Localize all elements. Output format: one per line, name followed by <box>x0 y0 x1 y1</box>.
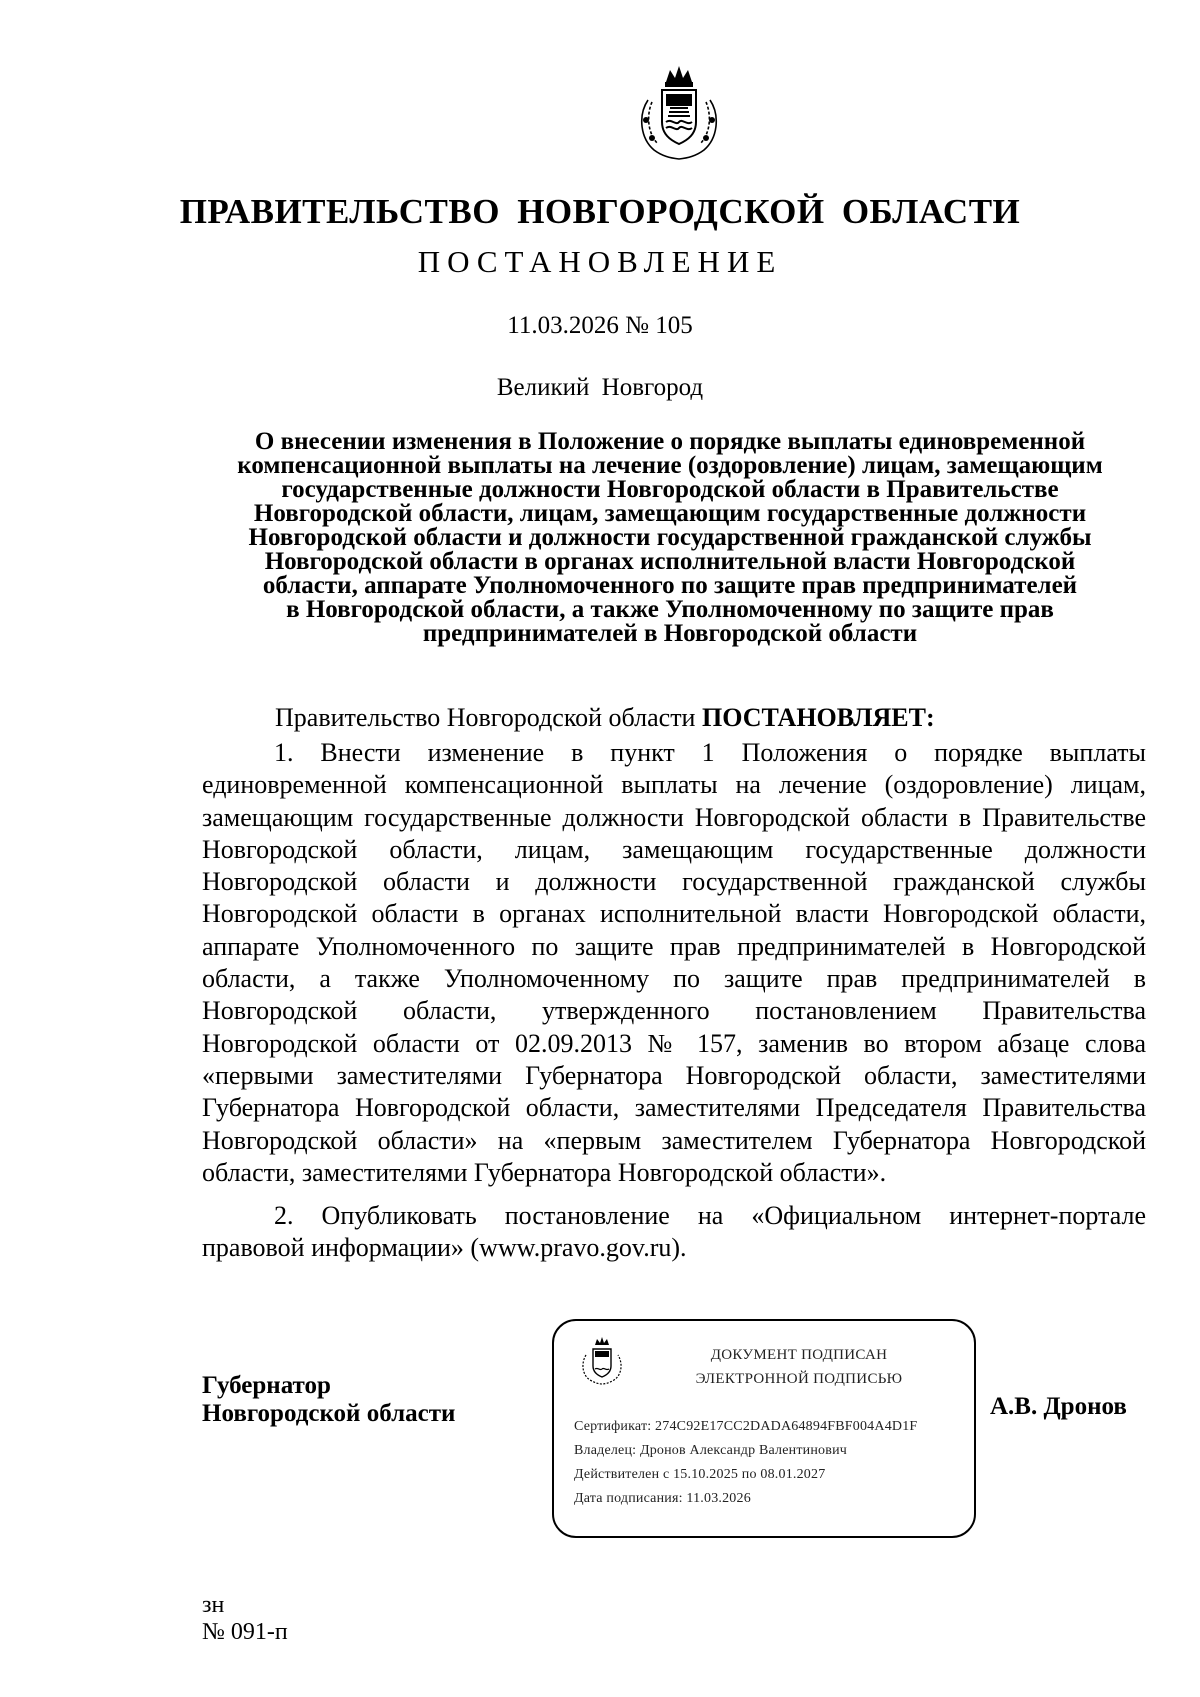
document-date-number: 11.03.2026 № 105 <box>507 312 693 339</box>
document-subject <box>200 430 1140 646</box>
subject-line: в Новгородской области, а также Уполномоченному по защите прав <box>286 596 1054 623</box>
body-paragraph-1: 1. Внести изменение в пункт 1 Положения о порядке выплаты единовременной компенсационной выплаты на лечение (оздоровление) лицам, замещающим государственные должности Новгородской области в Правительстве Новгородской области, лицам, замещающим государственные должности Новгородской области и должности государственной гражданской службы Новгородской области в органах исполнительной власти Новгородской области, аппарате Уполномоченного по защите прав предпринимателей в Новгородской области, а также Уполномоченному по защите прав предпринимателей в Новгородской области, утвержденного постановлением Правительства Новгородской области от 02.09.2013 № 157, заменив во втором абзаце слова «первыми заместителями Губернатора Новгородской области, заместителями Губернатора Новгородской области, заместителями Председателя Правительства Новгородской области» на «первым заместителем Губернатора Новгородской области, заместителями Губернатора Новгородской области». <box>202 738 1146 1187</box>
document-type: ПОСТАНОВЛЕНИЕ <box>417 244 783 279</box>
stamp-title-line: ДОКУМЕНТ ПОДПИСАН <box>710 1347 888 1363</box>
stamp-certificate: Сертификат: 274C92E17CC2DADA64894FBF004A4D1F <box>574 1419 918 1434</box>
body-paragraph-2: 2. Опубликовать постановление на «Официальном интернет-портале правовой информации» (www.pravo.gov.ru). <box>202 1201 1146 1263</box>
coat-of-arms-emblem <box>636 60 722 160</box>
signer-position <box>202 1372 455 1428</box>
preamble-text: Правительство Новгородской области <box>275 703 702 732</box>
signer-position-line: Новгородской области <box>202 1400 456 1427</box>
subject-line: О внесении изменения в Положение о порядке выплаты единовременной <box>254 428 1086 455</box>
signer-name: А.В. Дронов <box>990 1393 1127 1420</box>
subject-line: Новгородской области, лицам, замещающим государственные должности <box>253 500 1087 527</box>
footer-registry <box>202 1592 288 1646</box>
preamble <box>275 703 935 733</box>
subject-line: компенсационной выплаты на лечение (оздоровление) лицам, замещающим <box>237 452 1103 479</box>
document-city: Великий Новгород <box>496 374 704 401</box>
stamp-title <box>644 1343 954 1391</box>
government-title: ПРАВИТЕЛЬСТВО НОВГОРОДСКОЙ ОБЛАСТИ <box>179 192 1021 231</box>
subject-line: области, аппарате Уполномоченного по защите прав предпринимателей <box>262 572 1078 599</box>
subject-line: Новгородской области и должности государственной гражданской службы <box>248 524 1092 551</box>
subject-line: предпринимателей в Новгородской области <box>422 620 918 647</box>
stamp-owner: Владелец: Дронов Александр Валентинович <box>574 1443 848 1458</box>
stamp-title-line: ЭЛЕКТРОННОЙ ПОДПИСЬЮ <box>695 1371 903 1387</box>
subject-line: государственные должности Новгородской области в Правительстве <box>281 476 1059 503</box>
stamp-coat-of-arms-icon <box>580 1335 624 1385</box>
preamble-resolution-word: ПОСТАНОВЛЯЕТ: <box>701 703 935 732</box>
signer-position-line: Губернатор <box>202 1372 331 1399</box>
footer-initials: зн <box>202 1592 225 1618</box>
e-signature-stamp <box>552 1319 976 1538</box>
stamp-signing-date: Дата подписания: 11.03.2026 <box>574 1491 751 1506</box>
stamp-validity: Действителен с 15.10.2025 по 08.01.2027 <box>574 1467 826 1482</box>
footer-registry-number: № 091-п <box>202 1619 288 1645</box>
subject-line: Новгородской области в органах исполнительной власти Новгородской <box>264 548 1076 575</box>
